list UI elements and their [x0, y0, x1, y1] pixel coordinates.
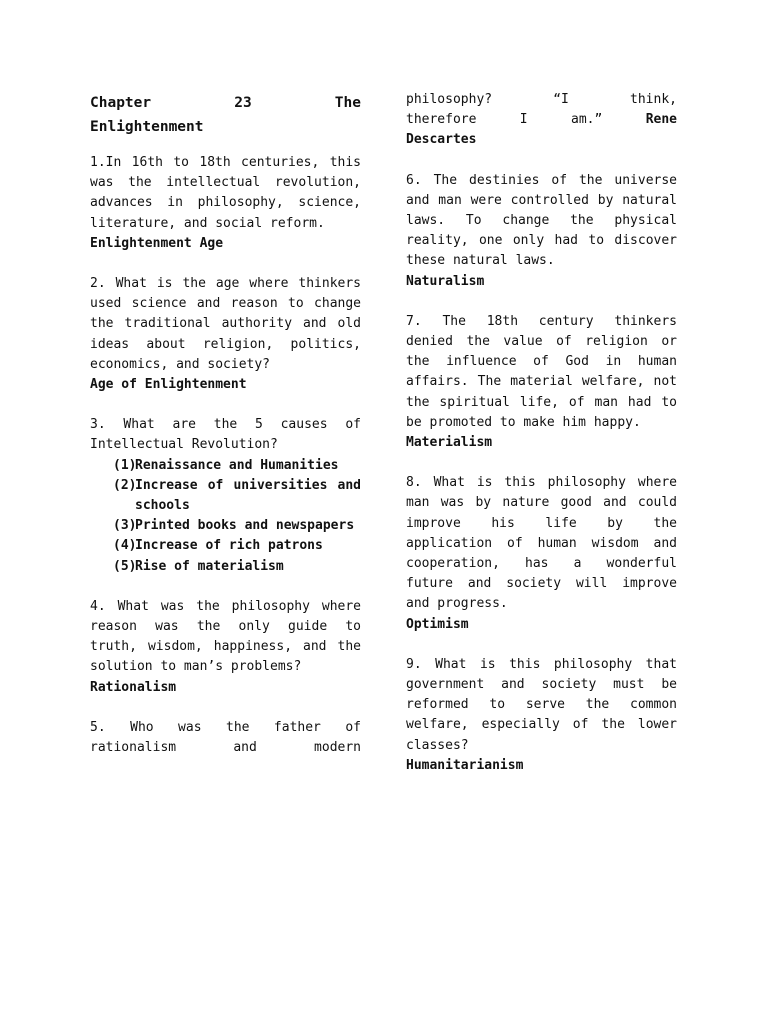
question-5-answer-start: Rene: [645, 112, 677, 128]
question-8: [406, 473, 677, 635]
chapter-title-line1: Chapter 23 The: [90, 95, 361, 111]
left-column: [90, 90, 361, 758]
cause-item: (5)Rise of materialism: [113, 558, 284, 574]
question-8-answer: Optimism: [406, 616, 469, 632]
question-5-text-start: 5. Who was the father of rationalism and modern: [90, 719, 361, 756]
causes-list: [90, 456, 361, 577]
question-3: [90, 415, 361, 577]
question-9: [406, 655, 677, 776]
cause-item: (2)Increase of universities and schools: [113, 477, 361, 514]
question-9-answer: Humanitarianism: [406, 757, 524, 773]
question-6: [406, 171, 677, 292]
question-2-text: 2. What is the age where thinkers used science and reason to change the traditional authority and old ideas about religion, politics, economics, and society?: [90, 276, 361, 372]
question-2: [90, 274, 361, 395]
question-1-answer: Enlightenment Age: [90, 235, 224, 251]
cause-item: (4)Increase of rich patrons: [113, 538, 323, 554]
chapter-title-line2: Enlightenment: [90, 119, 204, 135]
chapter-title: [90, 91, 361, 139]
question-2-answer: Age of Enlightenment: [90, 377, 247, 393]
cause-item: (3)Printed books and newspapers: [113, 518, 355, 534]
question-1-text: 1.In 16th to 18th centuries, this was the intellectual revolution, advances in philosophy, science, literature, and social reform.: [90, 155, 361, 231]
right-column: [406, 90, 677, 776]
question-3-text: 3. What are the 5 causes of Intellectual Revolution?: [90, 417, 361, 453]
question-5-answer-end: Descartes: [406, 132, 477, 148]
question-7: [406, 312, 677, 453]
question-4: [90, 597, 361, 698]
question-4-text: 4. What was the philosophy where reason was the only guide to truth, wisdom, happiness, and the solution to man’s problems?: [90, 598, 361, 675]
question-4-answer: Rationalism: [90, 679, 177, 695]
question-5-end: [406, 90, 677, 151]
question-5-text-last-line: therefore I am.” Rene: [406, 112, 677, 128]
question-5-start: [90, 718, 361, 758]
question-6-text: 6. The destinies of the universe and man were controlled by natural laws. To change the physical reality, one only had to discover these natural laws.: [406, 172, 677, 269]
question-7-text: 7. The 18th century thinkers denied the value of religion or the influence of God in human affairs. The material welfare, not the spiritual life, of man had to be promoted to make him happy.: [406, 313, 677, 430]
question-9-text: 9. What is this philosophy that government and society must be reformed to serve the common welfare, especially of the lower classes?: [406, 656, 677, 753]
question-1: [90, 153, 361, 254]
cause-item: (1)Renaissance and Humanities: [113, 457, 339, 473]
question-5-text-continued: philosophy? “I think,: [406, 92, 677, 107]
question-8-text: 8. What is this philosophy where man was by nature good and could improve his life by the application of human wisdom and cooperation, has a wonderful future and society will improve and progress.: [406, 475, 677, 612]
question-7-answer: Materialism: [406, 435, 493, 451]
question-6-answer: Naturalism: [406, 273, 485, 289]
